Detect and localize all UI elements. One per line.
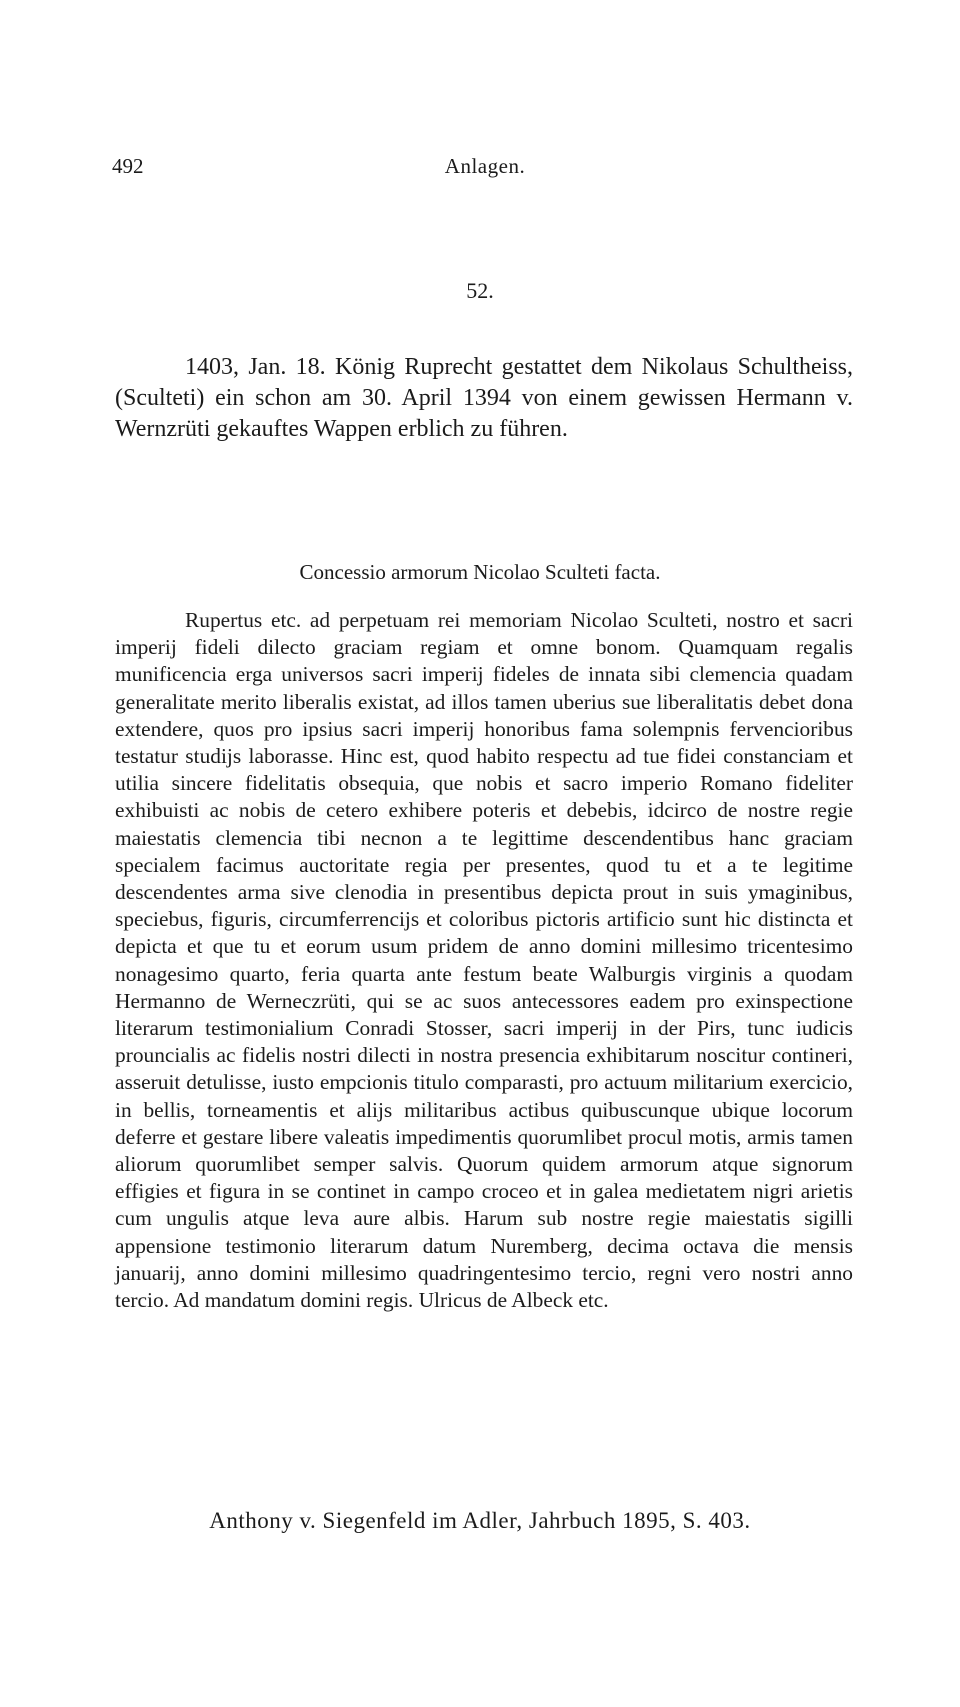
document-body-text: Rupertus etc. ad perpetuam rei memoriam Nicolao Sculteti, nostro et sacri imperij fideli dilecto graciam regiam et omne bonom. Quamquam regalis munificencia erga universos sacri imperij fideles de innata sibi clemencia quadam generalitate merito liberalis existat, ad illos tamen uberius sue liberalitatis debet dona extendere, quos pro ipsius sacri imperij honoribus fama solempnis fervencioribus testatur studijs laborasse. Hinc est, quod habito respectu ad tue fidei constanciam et utilia sincere fidelitatis obsequia, que nobis et sacro imperio Romano fideliter exhibuisti ac nobis de cetero exhibere poteris et debebis, idcirco de nostre regie maiestatis clemencia tibi necnon a te legittime descendentibus hanc graciam specialem facimus auctoritate regia per presentes, quod tu et a te legitime descendentes arma sive clenodia in presentibus depicta prout in suis ymaginibus, speciebus, figuris, circumferrencijs et coloribus pictoris artificio sunt hic distincta et depicta et que tu et eorum usum pridem de anno domini millesimo tricentesimo nonagesimo quarto, feria quarta ante festum beate Walburgis virginis a quodam Hermanno de Werneczrüti, qui se ac suos antecessores eadem pro exinspectione literarum testimonialium Conradi Stosser, sacri imperij in der Pirs, tunc iudicis prouncialis ac fidelis nostri dilecti in nostra presencia exhibitarum noscitur contineri, asseruit detulisse, iusto empcionis titulo comparasti, pro actuum militarium exercicio, in bellis, torneamentis et alijs militaribus actibus quibuscunque ubique locorum deferre et gestare libere valeatis impedimentis quorumlibet procul motis, armis tamen aliorum quorumlibet semper salvis. Quorum quidem armorum atque signorum effigies et figura in se continet in campo croceo et in galea medietatem nigri arietis cum ungulis atque leva aure albis. Harum sub nostre regie maiestatis sigilli appensione testimonio literarum datum Nuremberg, decima octava die mensis januarij, anno domini millesimo quadringentesimo tercio, regni vero nostri anno tercio. Ad mandatum domini regis. Ulricus de Albeck etc. [115,608,853,1313]
page-number: 492 [112,154,144,178]
running-header [112,154,858,184]
document-number: 52. [466,278,494,303]
regest-summary: 1403, Jan. 18. König Ruprecht gestattet dem Nikolaus Schultheiss, (Sculteti) ein schon am 30. April 1394 von einem gewissen Hermann v. Wernzrüti gekauftes Wappen erblich zu führen. [115,354,853,442]
running-title: Anlagen. [444,154,526,178]
source-citation: Anthony v. Siegenfeld im Adler, Jahrbuch 1895, S. 403. [209,1508,751,1533]
document-title: Concessio armorum Nicolao Sculteti facta. [299,560,661,584]
